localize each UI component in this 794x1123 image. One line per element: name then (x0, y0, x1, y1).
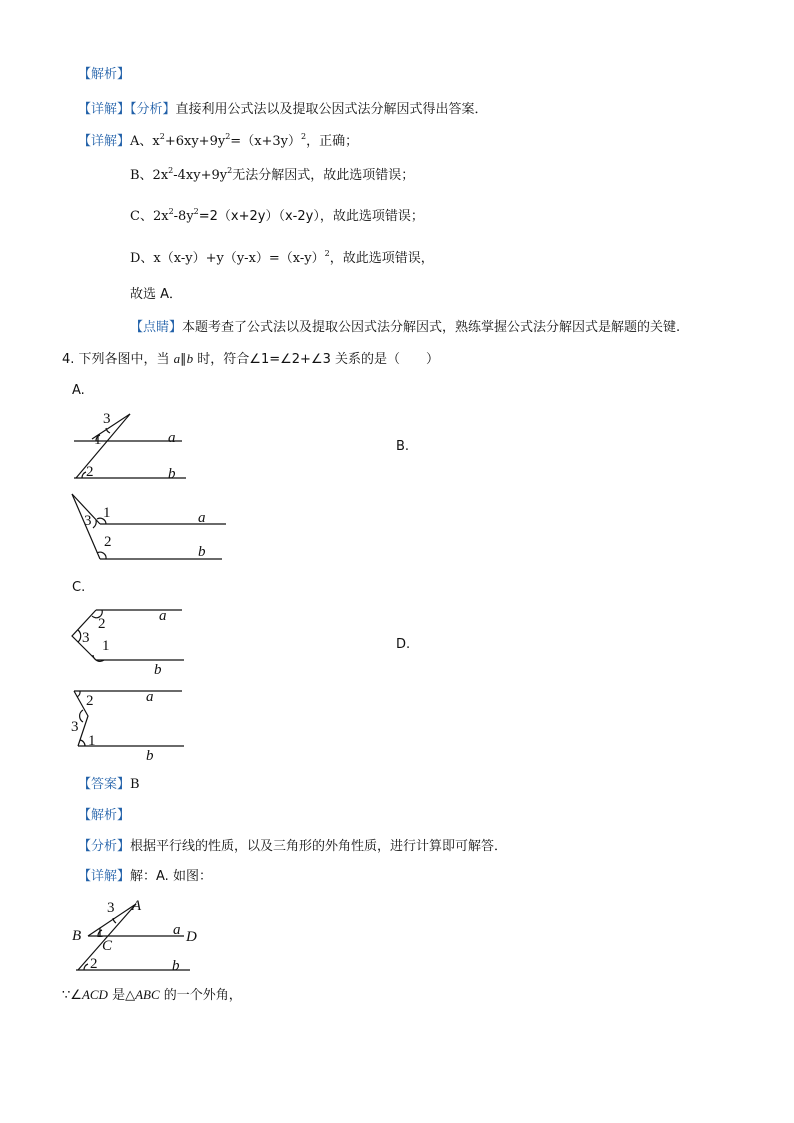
answer-jiexi-heading: 【解析】 (78, 808, 131, 823)
opt-d-pre: D、x（x-y）+y（y-x）=（x-y） (130, 251, 325, 266)
opt-c-post: =2（x+2y）（x-2y），故此选项错误； (198, 209, 424, 224)
fig-b-label-2: 2 (104, 534, 112, 550)
answer-value: B (130, 777, 140, 792)
answer-tag: 【答案】 (78, 777, 131, 792)
opt-a-mid2: =（x+3y） (230, 134, 302, 149)
last-mid: 是△ (107, 988, 136, 1003)
fig-c-line-a: a (159, 608, 167, 624)
fig-d-label-3: 3 (71, 719, 79, 735)
sup: 2 (301, 132, 307, 141)
last-post: 的一个外角， (159, 988, 242, 1003)
analysis-tags: 【详解】【分析】 (78, 102, 176, 117)
sol-label-2: 2 (90, 956, 98, 972)
dianjing-line (130, 320, 680, 336)
sol-label-1: 1 (96, 925, 104, 941)
solution-figure (66, 894, 216, 976)
fig-d-label-2: 2 (86, 693, 94, 709)
choose-line: 故选 A． (130, 287, 183, 302)
answer-line (78, 777, 140, 793)
xiangjie-tag: 【详解】 (78, 869, 131, 884)
sup: 2 (159, 132, 165, 141)
opt-b-post: 无法分解因式，故此选项错误； (232, 168, 415, 183)
fig-a-line-b: b (168, 466, 176, 482)
opt-d-post: ，故此选项错误， (329, 251, 434, 266)
opt-a-post: ，正确； (306, 134, 359, 149)
fig-d-line-a: a (146, 689, 154, 705)
fig-b-line-b: b (198, 544, 206, 560)
figure-c (66, 604, 191, 676)
jiexi-heading: 【解析】 (78, 67, 131, 82)
sol-point-d: D (186, 929, 197, 945)
option-d-line (130, 251, 434, 267)
option-a-label: A. (72, 383, 85, 398)
opt-b-mid1: -4xy+9y (173, 168, 228, 183)
xiangjie-line (78, 869, 212, 885)
stem-parallel: ∥ (180, 352, 187, 367)
analysis-line (78, 102, 488, 118)
dianjing-tag: 【点睛】 (130, 320, 183, 335)
sol-point-b: B (72, 928, 82, 944)
fenxi-text: 根据平行线的性质，以及三角形的外角性质，进行计算即可解答． (130, 839, 508, 854)
sup: 2 (193, 207, 199, 216)
fenxi-tag: 【分析】 (78, 839, 131, 854)
fig-c-label-2: 2 (98, 616, 106, 632)
figure-a (66, 406, 196, 484)
fig-c-label-1: 1 (102, 638, 110, 654)
sup: 2 (227, 166, 233, 175)
opt-b-pre: B、2x (130, 168, 169, 183)
fig-a-line-a: a (168, 430, 176, 446)
fig-a-label-1: 1 (94, 432, 102, 448)
question-4-stem (62, 351, 439, 368)
stem-post: 时，符合∠1=∠2+∠3 关系的是（ ） (193, 352, 439, 367)
option-d-label: D. (396, 637, 411, 652)
figure-d (66, 684, 191, 762)
exterior-angle-line (62, 987, 242, 1004)
fig-b-line-a: a (198, 510, 206, 526)
option-c-line (130, 209, 424, 225)
sol-point-a: A (132, 898, 142, 914)
fig-c-label-3: 3 (82, 630, 90, 646)
sol-line-b: b (172, 958, 180, 974)
sol-line-a: a (173, 922, 181, 938)
figure-b (66, 492, 231, 564)
fig-d-label-1: 1 (88, 733, 96, 749)
sup: 2 (168, 207, 174, 216)
sup: 2 (225, 132, 231, 141)
detail-tag: 【详解】 (78, 134, 131, 149)
opt-c-pre: C、2x (130, 209, 169, 224)
stem-b: b (186, 351, 194, 366)
sup: 2 (168, 166, 174, 175)
opt-a-pre: A、x (130, 134, 160, 149)
stem-pre: 4. 下列各图中，当 (62, 352, 174, 367)
fig-b-label-1: 1 (103, 505, 111, 521)
sup: 2 (324, 249, 330, 258)
fig-d-line-b: b (146, 748, 154, 762)
last-pre: ∵∠ (62, 988, 82, 1003)
option-b-line (130, 168, 414, 184)
opt-a-mid1: +6xy+9y (164, 134, 226, 149)
dianjing-text: 本题考查了公式法以及提取公因式法分解因式，熟练掌握公式法分解因式是解题的关键. (182, 320, 681, 335)
option-a-line (78, 134, 358, 150)
opt-c-mid1: -8y (173, 209, 194, 224)
fig-a-label-2: 2 (86, 464, 94, 480)
fig-b-label-3: 3 (84, 513, 92, 529)
option-b-label: B. (396, 439, 410, 454)
last-abc: ABC (135, 987, 160, 1002)
stem-a: a (173, 351, 181, 366)
last-acd: ACD (81, 987, 108, 1002)
sol-point-c: C (102, 938, 113, 954)
fig-a-label-3: 3 (103, 411, 111, 427)
fenxi-line (78, 839, 507, 855)
sol-label-3: 3 (107, 900, 115, 916)
fig-c-line-b: b (154, 662, 162, 676)
xiangjie-text: 解：A. 如图： (130, 869, 212, 884)
analysis-text: 直接利用公式法以及提取公因式法分解因式得出答案． (175, 102, 488, 117)
option-c-label: C. (72, 580, 86, 595)
